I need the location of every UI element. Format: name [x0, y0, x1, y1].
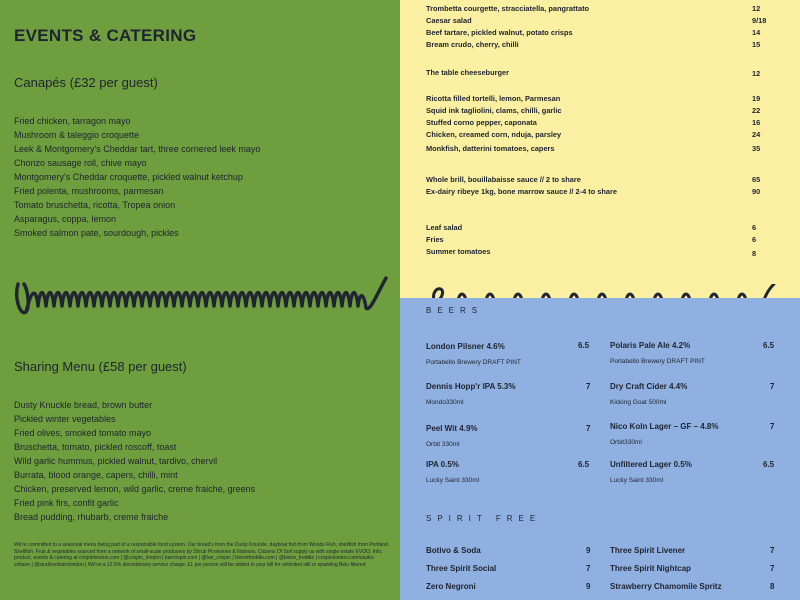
menu-item-price: 6 [752, 223, 757, 232]
beer-name: London Pilsner 4.6% [426, 342, 505, 351]
beer-price: 7 [770, 422, 775, 431]
menu-item-name: Ricotta filled tortelli, lemon, Parmesan [426, 94, 561, 103]
menu-item-price: 9/18 [752, 16, 767, 25]
menu-item-name: Monkfish, datterini tomatoes, capers [426, 144, 555, 153]
list-item: Fried polenta, mushrooms, parmesan [14, 186, 164, 196]
beer-name: Dry Craft Cider 4.4% [610, 382, 688, 391]
list-item: Mushroom & taleggio croquette [14, 130, 140, 140]
list-item: Pickled winter vegetables [14, 414, 116, 424]
beer-source: Portabello Brewery DRAFT PINT [610, 358, 705, 365]
sharing-heading: Sharing Menu (£58 per guest) [14, 359, 187, 374]
menu-item-price: 8 [752, 249, 757, 258]
beer-name: IPA 0.5% [426, 460, 459, 469]
beer-source: Orbit 330ml [426, 441, 460, 448]
menu-item-name: Summer tomatoes [426, 247, 491, 256]
beer-name: Dennis Hopp'r IPA 5.3% [426, 382, 516, 391]
canapes-list [14, 114, 260, 240]
beer-name: Polaris Pale Ale 4.2% [610, 341, 691, 350]
beer-source: Kicking Goat 500ml [610, 399, 667, 406]
spirit-free-price: 7 [586, 564, 591, 573]
spirit-free-heading: SPIRIT FREE [426, 514, 542, 523]
beer-item [426, 424, 478, 448]
menu-item-name: Beef tartare, pickled walnut, potato crisps [426, 28, 573, 37]
beer-name: Nico Koln Lager – GF – 4.8% [610, 422, 719, 431]
menu-item-name: Whole brill, bouillabaisse sauce // 2 to share [426, 175, 581, 184]
list-item: Tomato bruschetta, ricotta, Tropea onion [14, 200, 176, 210]
beer-item [610, 341, 705, 365]
beer-item [610, 382, 687, 406]
sharing-list [14, 398, 255, 524]
page-title: EVENTS & CATERING [14, 26, 197, 45]
menu-item-name: Fries [426, 235, 444, 244]
beer-item [610, 460, 692, 484]
menu-item-name: Stuffed corno pepper, caponata [426, 118, 537, 127]
menu-item-price: 19 [752, 94, 761, 103]
beer-item [426, 460, 479, 484]
list-item: Dusty Knuckle bread, brown butter [14, 400, 153, 410]
beer-price: 6.5 [578, 341, 590, 350]
list-item: Smoked salmon pate, sourdough, pickles [14, 228, 179, 238]
beer-source: Mondo330ml [426, 399, 464, 406]
beer-name: Peel Wit 4.9% [426, 424, 478, 433]
beer-source: Portabello Brewery DRAFT PINT [426, 359, 521, 366]
list-item: Chorizo sausage roll, chive mayo [14, 158, 147, 168]
list-item: Montgomery's Cheddar croquette, pickled walnut ketchup [14, 172, 243, 182]
beer-item [426, 342, 521, 366]
menu-item-price: 15 [752, 40, 761, 49]
spirit-free-name: Zero Negroni [426, 582, 476, 591]
list-item: Fried olives, smoked tomato mayo [14, 428, 152, 438]
menu-item-name: Chicken, creamed corn, nduja, parsley [426, 130, 562, 139]
menu-item-name: Leaf salad [426, 223, 463, 232]
spirit-free-price: 7 [770, 564, 775, 573]
beer-item [426, 382, 515, 406]
beers-heading: BEERS [426, 306, 484, 315]
beer-name: Unfiltered Lager 0.5% [610, 460, 692, 469]
spirit-free-name: Botivo & Soda [426, 546, 481, 555]
beer-price: 7 [586, 424, 591, 433]
menu-item-name: Ex-dairy ribeye 1kg, bone marrow sauce // 2-4 to share [426, 187, 618, 196]
list-item: Fried chicken, tarragon mayo [14, 116, 131, 126]
menu-item-price: 65 [752, 175, 761, 184]
menu-item-price: 12 [752, 69, 761, 78]
list-item: Asparagus, coppa, lemon [14, 214, 117, 224]
beer-price: 6.5 [763, 341, 775, 350]
spirit-free-name: Three Spirit Livener [610, 546, 686, 555]
beer-price: 6.5 [578, 460, 590, 469]
menu-item-name: Bream crudo, cherry, chilli [426, 40, 519, 49]
menu-item-name: Squid ink tagliolini, clams, chilli, garlic [426, 106, 562, 115]
script-flourish-icon [14, 276, 389, 322]
menu-item-price: 35 [752, 144, 761, 153]
menu-item-price: 90 [752, 187, 761, 196]
spirit-free-name: Strawberry Chamomile Spritz [610, 582, 722, 591]
spirit-free-price: 8 [770, 582, 775, 591]
list-item: Burrata, blood orange, capers, chilli, mint [14, 470, 178, 480]
beer-source: Orbit330ml [610, 439, 642, 446]
menu-item-price: 6 [752, 235, 757, 244]
menu-item-price: 22 [752, 106, 761, 115]
script-flourish-icon [428, 284, 778, 298]
menu-item-name: Trombetta courgette, stracciatella, pangrattato [426, 4, 590, 13]
footer-note: We're committed to a seasonal menu being part of a responsible food system. Our bread's from the Dusty Knuckle, dayboat fish from Woods Fish, shellfish from Portland Shellfish. Fruit & vegetables sourced from a network of small-scale producers by Shrub Provisions & Natoora. Citizens Of Soil supply us with single estate EVOO. Info, product, events & catering at crispinlondon.com | @crispin_london | barcrispin.com | @bar_crispin | bistrotfreddie.com | @bistro_freddie | crispinlondon.com/studio-voltaire | @studiovoltairelondon | We've a 12.5% discretionary service charge. £1 per person will be added to your bill for unlimited still or sparkling Belu filtered [14, 542, 388, 568]
list-item: Wild garlic hummus, pickled walnut, tardivo, chervil [14, 456, 218, 466]
list-item: Bread pudding, rhubarb, creme fraiche [14, 512, 169, 522]
list-item: Fried pink firs, confit garlic [14, 498, 119, 508]
spirit-free-price: 9 [586, 582, 591, 591]
list-item: Bruschetta, tomato, pickled roscoff, toast [14, 442, 177, 452]
menu-item-price: 16 [752, 118, 761, 127]
canapes-heading: Canapés (£32 per guest) [14, 75, 158, 90]
spirit-free-price: 7 [770, 546, 775, 555]
menu-item-price: 14 [752, 28, 761, 37]
beer-source: Lucky Saint 330ml [426, 477, 480, 484]
spirit-free-name: Three Spirit Nightcap [610, 564, 691, 573]
menu-item-name: The table cheeseburger [426, 68, 509, 77]
beer-price: 7 [770, 382, 775, 391]
menu-item-price: 12 [752, 4, 761, 13]
list-item: Chicken, preserved lemon, wild garlic, creme fraiche, greens [14, 484, 256, 494]
spirit-free-price: 9 [586, 546, 591, 555]
beer-item [610, 422, 718, 446]
beer-price: 6.5 [763, 460, 775, 469]
menu-item-price: 24 [752, 130, 761, 139]
spirit-free-name: Three Spirit Social [426, 564, 497, 573]
list-item: Leek & Montgomery's Cheddar tart, three cornered leek mayo [14, 144, 261, 154]
beer-source: Lucky Saint 330ml [610, 477, 664, 484]
beer-price: 7 [586, 382, 591, 391]
menu-item-name: Caesar salad [426, 16, 472, 25]
